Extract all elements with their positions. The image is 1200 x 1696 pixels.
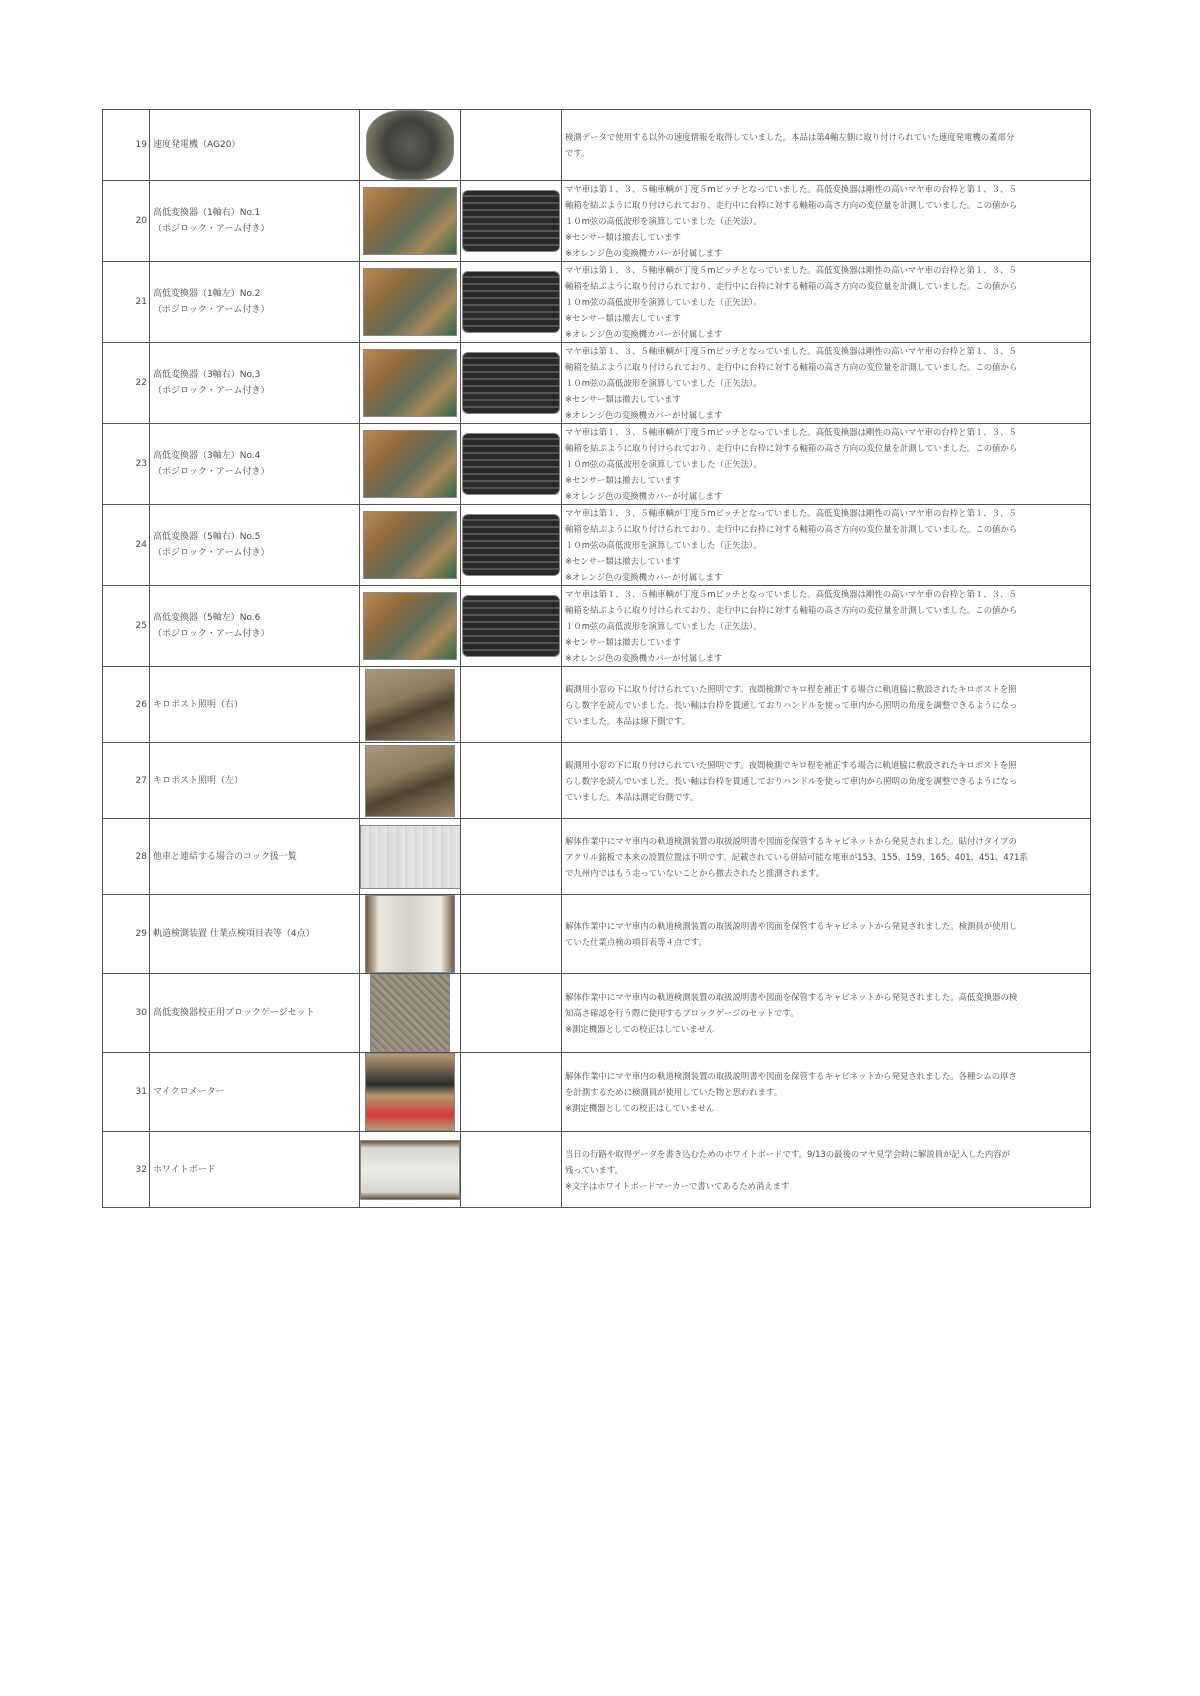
table-row (103, 743, 1091, 819)
nameplate-photo (462, 190, 560, 252)
item-description-line: マヤ車は第１、３、５軸車輌が丁度５mピッチとなっていました。高低変換器は剛性の高いマヤ車の台枠と第１、３、５ (565, 427, 1017, 437)
item-description (562, 262, 1091, 343)
item-description (562, 424, 1091, 505)
item-photo-cell (360, 181, 461, 262)
converter-photo (363, 187, 457, 255)
nameplate-photo-cell (461, 1132, 562, 1208)
item-name-line: （ポジロック・アーム付き） (153, 467, 270, 477)
item-name (150, 424, 360, 505)
table-row (103, 505, 1091, 586)
nameplate-photo (462, 433, 560, 495)
item-description-line: 軸箱を結ぶように取り付けられており、走行中に台枠に対する軸箱の高さ方向の変位量を計測していました。この値から (565, 362, 1018, 372)
item-name (150, 505, 360, 586)
inventory-table (102, 109, 1091, 1208)
table-row (103, 586, 1091, 667)
item-number: 21 (103, 262, 150, 343)
table-row (103, 819, 1091, 895)
micrometer-photo (365, 1053, 455, 1131)
item-description-line: １０m弦の高低波形を演算していました（正矢法）。 (565, 297, 762, 307)
item-name-line: 高低変換器校正用ブロックゲージセット (153, 1008, 315, 1018)
nameplate-photo-cell (461, 181, 562, 262)
item-description (562, 667, 1091, 743)
item-photo-cell (360, 262, 461, 343)
sheets-photo (365, 895, 455, 973)
item-number: 30 (103, 974, 150, 1053)
nameplate-photo (462, 271, 560, 333)
nameplate-photo-cell (461, 1053, 562, 1132)
document-photo (360, 825, 461, 889)
item-number: 19 (103, 110, 150, 181)
item-description-line: ていた仕業点検の項目表等４点です。 (565, 937, 707, 947)
item-description-line: ※測定機器としての校正はしていません (565, 1103, 715, 1113)
nameplate-photo-cell (461, 424, 562, 505)
table-row (103, 110, 1091, 181)
item-photo-cell (360, 505, 461, 586)
nameplate-photo-cell (461, 743, 562, 819)
item-photo-cell (360, 1053, 461, 1132)
item-description-line: ※センサー類は撤去しています (565, 394, 681, 404)
item-name (150, 586, 360, 667)
item-name-line: マイクロメーター (153, 1087, 225, 1097)
item-photo-cell (360, 667, 461, 743)
table-row (103, 974, 1091, 1053)
converter-photo (363, 349, 457, 417)
item-description (562, 1132, 1091, 1208)
item-description (562, 110, 1091, 181)
item-description-line: １０m弦の高低波形を演算していました（正矢法）。 (565, 540, 762, 550)
lamp-photo (365, 669, 455, 741)
item-name-line: キロポスト照明（右） (153, 699, 244, 710)
item-photo-cell (360, 1132, 461, 1208)
item-description-line: マヤ車は第１、３、５軸車輌が丁度５mピッチとなっていました。高低変換器は剛性の高いマヤ車の台枠と第１、３、５ (565, 508, 1017, 518)
nameplate-photo-cell (461, 110, 562, 181)
item-description-line: 軸箱を結ぶように取り付けられており、走行中に台枠に対する軸箱の高さ方向の変位量を計測していました。この値から (565, 281, 1018, 291)
item-description-line: ていました。本品は測定台側です。 (565, 791, 699, 802)
item-description (562, 895, 1091, 974)
item-name-line: （ポジロック・アーム付き） (153, 629, 270, 639)
item-description-line: マヤ車は第１、３、５軸車輌が丁度５mピッチとなっていました。高低変換器は剛性の高いマヤ車の台枠と第１、３、５ (565, 265, 1017, 275)
item-description-line: 観測用小窓の下に取り付けられていた照明です。夜間検測でキロ程を補正する場合に軌道脇に敷設されたキロポストを照 (565, 759, 1017, 770)
item-description-line: 知高さ確認を行う際に使用するブロックゲージのセットです。 (565, 1008, 799, 1018)
item-photo-cell (360, 819, 461, 895)
item-name (150, 181, 360, 262)
item-description (562, 974, 1091, 1053)
item-description-line: で九州内ではもう走っていないことから撤去されたと推測されます。 (565, 867, 824, 878)
item-number: 23 (103, 424, 150, 505)
item-description-line: ※文字はホワイトボードマーカーで書いてあるため消えます (565, 1180, 790, 1191)
item-name-line: （ポジロック・アーム付き） (153, 224, 270, 234)
item-description-line: ※センサー類は撤去しています (565, 637, 681, 647)
item-photo-cell (360, 586, 461, 667)
item-description-line: ※オレンジ色の変換機カバーが付属します (565, 572, 723, 582)
item-number: 22 (103, 343, 150, 424)
item-name-line: 高低変換器（3軸左）No.4 (153, 451, 261, 461)
item-description-line: 解体作業中にマヤ車内の軌道検測装置の取扱説明書や図面を保管するキャビネットから発見されました。貼付けタイプの (565, 835, 1017, 846)
nameplate-photo-cell (461, 974, 562, 1053)
item-description-line: マヤ車は第１、３、５軸車輌が丁度５mピッチとなっていました。高低変換器は剛性の高いマヤ車の台枠と第１、３、５ (565, 346, 1017, 356)
table-row (103, 667, 1091, 743)
item-name (150, 819, 360, 895)
nameplate-photo-cell (461, 667, 562, 743)
table-row (103, 343, 1091, 424)
item-name (150, 1132, 360, 1208)
nameplate-photo (462, 514, 560, 576)
item-description-line: ※測定機器としての校正はしていません (565, 1024, 715, 1034)
item-number: 29 (103, 895, 150, 974)
inventory-table-body (103, 110, 1091, 1208)
item-description-line: ※センサー類は撤去しています (565, 232, 681, 242)
table-row (103, 181, 1091, 262)
item-photo-cell (360, 743, 461, 819)
table-row (103, 1132, 1091, 1208)
table-row (103, 424, 1091, 505)
item-description-line: 軸箱を結ぶように取り付けられており、走行中に台枠に対する軸箱の高さ方向の変位量を計測していました。この値から (565, 443, 1018, 453)
item-description (562, 743, 1091, 819)
item-number: 25 (103, 586, 150, 667)
item-name (150, 895, 360, 974)
item-name-line: 高低変換器（5軸右）No.5 (153, 532, 261, 542)
item-description-line: ※オレンジ色の変換機カバーが付属します (565, 329, 723, 339)
blocks-photo (370, 974, 450, 1052)
converter-photo (363, 592, 457, 660)
item-name-line: 他車と連結する場合のコック扱一覧 (153, 851, 297, 862)
item-description-line: 軸箱を結ぶように取り付けられており、走行中に台枠に対する軸箱の高さ方向の変位量を計測していました。この値から (565, 200, 1018, 210)
item-number: 32 (103, 1132, 150, 1208)
item-description-line: 解体作業中にマヤ車内の軌道検測装置の取扱説明書や図面を保管するキャビネットから発見されました。各種シムの厚さ (565, 1071, 1017, 1081)
item-name (150, 743, 360, 819)
item-description-line: ※センサー類は撤去しています (565, 475, 681, 485)
item-description-line: マヤ車は第１、３、５軸車輌が丁度５mピッチとなっていました。高低変換器は剛性の高いマヤ車の台枠と第１、３、５ (565, 184, 1017, 194)
item-name-line: （ポジロック・アーム付き） (153, 305, 270, 315)
item-name-line: 高低変換器（3軸右）No.3 (153, 370, 261, 380)
item-description-line: ※オレンジ色の変換機カバーが付属します (565, 491, 723, 501)
item-description-line: 当日の行路や取得データを書き込むためのホワイトボードです。9/13の最後のマヤ見学会時に解説員が記入した内容が (565, 1148, 1011, 1159)
nameplate-photo (462, 595, 560, 657)
item-number: 26 (103, 667, 150, 743)
item-description-line: です。 (565, 148, 590, 158)
item-name (150, 1053, 360, 1132)
nameplate-photo-cell (461, 819, 562, 895)
item-photo-cell (360, 424, 461, 505)
item-description-line: 軸箱を結ぶように取り付けられており、走行中に台枠に対する軸箱の高さ方向の変位量を計測していました。この値から (565, 605, 1018, 615)
item-name-line: ホワイトボード (153, 1164, 216, 1175)
item-description-line: １０m弦の高低波形を演算していました（正矢法）。 (565, 378, 762, 388)
item-name-line: 高低変換器（5軸左）No.6 (153, 613, 261, 623)
item-photo-cell (360, 343, 461, 424)
item-name-line: 高低変換器（1軸右）No.1 (153, 208, 261, 218)
item-description-line: ※センサー類は撤去しています (565, 556, 681, 566)
item-number: 27 (103, 743, 150, 819)
item-name-line: （ポジロック・アーム付き） (153, 386, 270, 396)
item-number: 28 (103, 819, 150, 895)
nameplate-photo-cell (461, 895, 562, 974)
table-row (103, 262, 1091, 343)
speed-generator-photo (366, 110, 454, 180)
item-description-line: 残っています。 (565, 1164, 623, 1175)
item-description-line: マヤ車は第１、３、５軸車輌が丁度５mピッチとなっていました。高低変換器は剛性の高いマヤ車の台枠と第１、３、５ (565, 589, 1017, 599)
item-name-line: キロポスト照明（左） (153, 775, 244, 786)
lamp-photo (365, 745, 455, 817)
item-name-line: 高低変換器（1軸左）No.2 (153, 289, 261, 299)
table-row (103, 895, 1091, 974)
nameplate-photo-cell (461, 505, 562, 586)
item-name (150, 974, 360, 1053)
item-name (150, 262, 360, 343)
item-description-line: アクリル銘板で本来の設置位置は不明です。記載されている併結可能な電車が153、155、159、165、401、451、471系 (565, 851, 1028, 862)
nameplate-photo (462, 352, 560, 414)
nameplate-photo-cell (461, 586, 562, 667)
item-name (150, 343, 360, 424)
item-description-line: ※オレンジ色の変換機カバーが付属します (565, 248, 723, 258)
board-photo (360, 1140, 460, 1200)
item-description-line: １０m弦の高低波形を演算していました（正矢法）。 (565, 216, 762, 226)
item-description-line: 解体作業中にマヤ車内の軌道検測装置の取扱説明書や図面を保管するキャビネットから発見されました。検測員が使用し (565, 921, 1018, 931)
item-name-line: 軌道検測装置 仕業点検項目表等（4点） (153, 929, 315, 939)
item-photo-cell (360, 974, 461, 1053)
item-description-line: ※オレンジ色の変換機カバーが付属します (565, 410, 723, 420)
item-name-line: 速度発電機（AG20） (153, 140, 241, 150)
item-photo-cell (360, 895, 461, 974)
item-description-line: 観測用小窓の下に取り付けられていた照明です。夜間検測でキロ程を補正する場合に軌道脇に敷設されたキロポストを照 (565, 683, 1017, 694)
converter-photo (363, 268, 457, 336)
item-description (562, 1053, 1091, 1132)
item-photo-cell (360, 110, 461, 181)
item-description-line: らし数字を読んでいました。長い軸は台枠を貫通しておりハンドルを使って車内から照明の角度を調整できるようになっ (565, 775, 1018, 786)
item-number: 24 (103, 505, 150, 586)
item-description (562, 181, 1091, 262)
item-description-line: ※オレンジ色の変換機カバーが付属します (565, 653, 723, 663)
item-description-line: ※センサー類は撤去しています (565, 313, 681, 323)
item-description (562, 819, 1091, 895)
table-row (103, 1053, 1091, 1132)
item-description (562, 505, 1091, 586)
item-name (150, 110, 360, 181)
item-description-line: 軸箱を結ぶように取り付けられており、走行中に台枠に対する軸箱の高さ方向の変位量を計測していました。この値から (565, 524, 1018, 534)
item-name (150, 667, 360, 743)
item-description-line: 解体作業中にマヤ車内の軌道検測装置の取扱説明書や図面を保管するキャビネットから発見されました。高低変換器の検 (565, 992, 1018, 1002)
item-description-line: を計測するために検測員が使用していた物と思われます。 (565, 1087, 783, 1097)
item-description (562, 586, 1091, 667)
item-description-line: 検測データで使用する以外の速度情報を取得していました。本品は第4軸左側に取り付けられていた速度発電機の蓋部分 (565, 132, 1015, 142)
item-name-line: （ポジロック・アーム付き） (153, 548, 270, 558)
item-description-line: １０m弦の高低波形を演算していました（正矢法）。 (565, 459, 762, 469)
item-description-line: １０m弦の高低波形を演算していました（正矢法）。 (565, 621, 762, 631)
item-number: 31 (103, 1053, 150, 1132)
nameplate-photo-cell (461, 262, 562, 343)
item-description-line: ていました。本品は線下側です。 (565, 715, 690, 726)
nameplate-photo-cell (461, 343, 562, 424)
converter-photo (363, 430, 457, 498)
item-description-line: らし数字を読んでいました。長い軸は台枠を貫通しておりハンドルを使って車内から照明の角度を調整できるようになっ (565, 699, 1018, 710)
item-description (562, 343, 1091, 424)
item-number: 20 (103, 181, 150, 262)
converter-photo (363, 511, 457, 579)
